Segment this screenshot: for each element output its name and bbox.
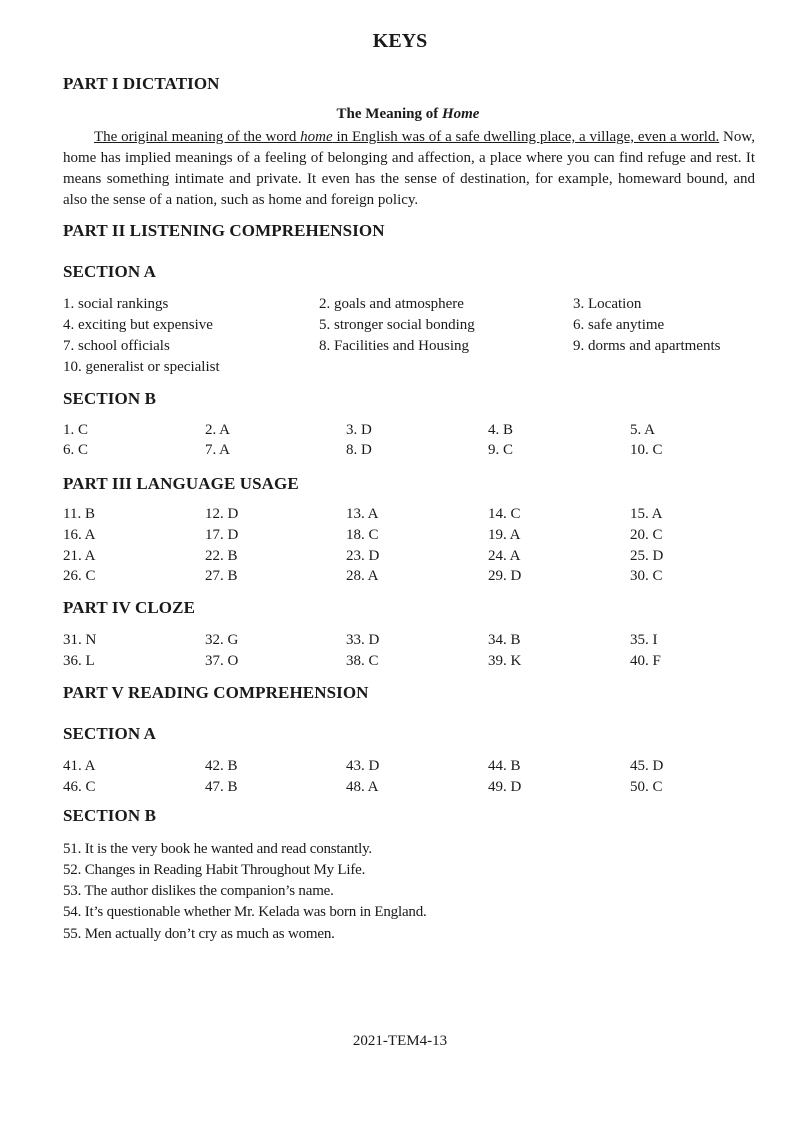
answer-item: 13. A bbox=[346, 506, 379, 522]
answer-item: 11. B bbox=[63, 506, 95, 522]
answer-item: 17. D bbox=[205, 527, 239, 543]
answer-item: 7. school officials bbox=[63, 338, 170, 354]
answer-item: 24. A bbox=[488, 548, 521, 564]
passage-title-prefix: The Meaning of bbox=[336, 106, 442, 122]
answer-item: 31. N bbox=[63, 632, 97, 648]
passage-underlined bbox=[94, 129, 719, 145]
part2-sectionB-heading: SECTION B bbox=[63, 389, 157, 408]
answer-item: 10. generalist or specialist bbox=[63, 359, 220, 375]
page-title: KEYS bbox=[372, 30, 428, 52]
answer-item: 38. C bbox=[346, 653, 379, 669]
answer-item: 42. B bbox=[205, 758, 238, 774]
answer-item: 12. D bbox=[205, 506, 239, 522]
answer-item: 43. D bbox=[346, 758, 380, 774]
passage-title bbox=[0, 106, 800, 123]
answer-item: 36. L bbox=[63, 653, 95, 669]
answer-item: 23. D bbox=[346, 548, 380, 564]
passage-underlined-part2: in English was of a safe dwelling place, a village, even a world. bbox=[332, 129, 720, 145]
answer-item: 15. A bbox=[630, 506, 663, 522]
answer-item: 3. D bbox=[346, 422, 372, 438]
answer-item: 2. A bbox=[205, 422, 231, 438]
answer-item: 37. O bbox=[205, 653, 239, 669]
answer-item: 5. A bbox=[630, 422, 656, 438]
answer-item: 50. C bbox=[630, 779, 663, 795]
answer-item: 47. B bbox=[205, 779, 238, 795]
answer-item: 22. B bbox=[205, 548, 238, 564]
answer-item: 35. I bbox=[630, 632, 658, 648]
passage-title-italic: Home bbox=[441, 106, 480, 122]
answer-item: 39. K bbox=[488, 653, 522, 669]
answer-item: 30. C bbox=[630, 568, 663, 584]
answer-item: 10. C bbox=[630, 442, 663, 458]
answer-sentence: 51. It is the very book he wanted and read constantly. bbox=[63, 841, 372, 857]
answer-item: 20. C bbox=[630, 527, 663, 543]
part1-heading: PART I DICTATION bbox=[63, 74, 220, 93]
part5-sectionB-heading: SECTION B bbox=[63, 806, 157, 825]
answer-item: 14. C bbox=[488, 506, 521, 522]
answer-item: 26. C bbox=[63, 568, 96, 584]
answer-item: 2. goals and atmosphere bbox=[319, 296, 464, 312]
answer-item: 46. C bbox=[63, 779, 96, 795]
page-footer: 2021-TEM4-13 bbox=[352, 1033, 448, 1049]
answer-sentence: 52. Changes in Reading Habit Throughout My Life. bbox=[63, 862, 366, 878]
answer-sentence: 53. The author dislikes the companion’s name. bbox=[63, 883, 334, 899]
answer-item: 29. D bbox=[488, 568, 522, 584]
answer-item: 18. C bbox=[346, 527, 379, 543]
passage-underlined-part1: The original meaning of the word bbox=[94, 129, 301, 145]
answer-item: 41. A bbox=[63, 758, 96, 774]
answer-item: 16. A bbox=[63, 527, 96, 543]
answer-item: 45. D bbox=[630, 758, 664, 774]
answer-item: 6. C bbox=[63, 442, 89, 458]
answer-item: 9. C bbox=[488, 442, 514, 458]
answer-item: 8. Facilities and Housing bbox=[319, 338, 469, 354]
answer-item: 49. D bbox=[488, 779, 522, 795]
answer-sentence: 54. It’s questionable whether Mr. Kelada was born in England. bbox=[63, 904, 427, 920]
answer-item: 34. B bbox=[488, 632, 521, 648]
answer-item: 27. B bbox=[205, 568, 238, 584]
passage-rest: Now, home has implied meanings of a feeling of belonging and affection, a place where you can find refuge and rest. It means something intimate and private. It even has the sense of destination, for example, homeward bound, and also the sense of a nation, such as home and foreign policy. bbox=[63, 129, 755, 208]
answer-item: 4. exciting but expensive bbox=[63, 317, 213, 333]
answer-item: 21. A bbox=[63, 548, 96, 564]
answer-item: 3. Location bbox=[573, 296, 642, 312]
dictation-passage bbox=[63, 127, 755, 211]
answer-item: 4. B bbox=[488, 422, 514, 438]
answer-item: 44. B bbox=[488, 758, 521, 774]
answer-item: 28. A bbox=[346, 568, 379, 584]
answer-item: 7. A bbox=[205, 442, 231, 458]
answer-item: 33. D bbox=[346, 632, 380, 648]
answer-item: 48. A bbox=[346, 779, 379, 795]
answer-item: 32. G bbox=[205, 632, 239, 648]
part5-heading: PART V READING COMPREHENSION bbox=[63, 683, 369, 702]
part2-heading: PART II LISTENING COMPREHENSION bbox=[63, 221, 385, 240]
answer-item: 6. safe anytime bbox=[573, 317, 665, 333]
part5-sectionA-heading: SECTION A bbox=[63, 724, 157, 743]
part3-heading: PART III LANGUAGE USAGE bbox=[63, 474, 299, 493]
answer-item: 8. D bbox=[346, 442, 372, 458]
answer-sentence: 55. Men actually don’t cry as much as women. bbox=[63, 926, 335, 942]
answer-item: 1. social rankings bbox=[63, 296, 169, 312]
part4-heading: PART IV CLOZE bbox=[63, 598, 196, 617]
answer-item: 9. dorms and apartments bbox=[573, 338, 721, 354]
answer-item: 19. A bbox=[488, 527, 521, 543]
answer-item: 1. C bbox=[63, 422, 89, 438]
passage-underlined-italic: home bbox=[300, 129, 333, 145]
answer-item: 5. stronger social bonding bbox=[319, 317, 475, 333]
answer-item: 25. D bbox=[630, 548, 664, 564]
answer-item: 40. F bbox=[630, 653, 661, 669]
part2-sectionA-heading: SECTION A bbox=[63, 262, 157, 281]
